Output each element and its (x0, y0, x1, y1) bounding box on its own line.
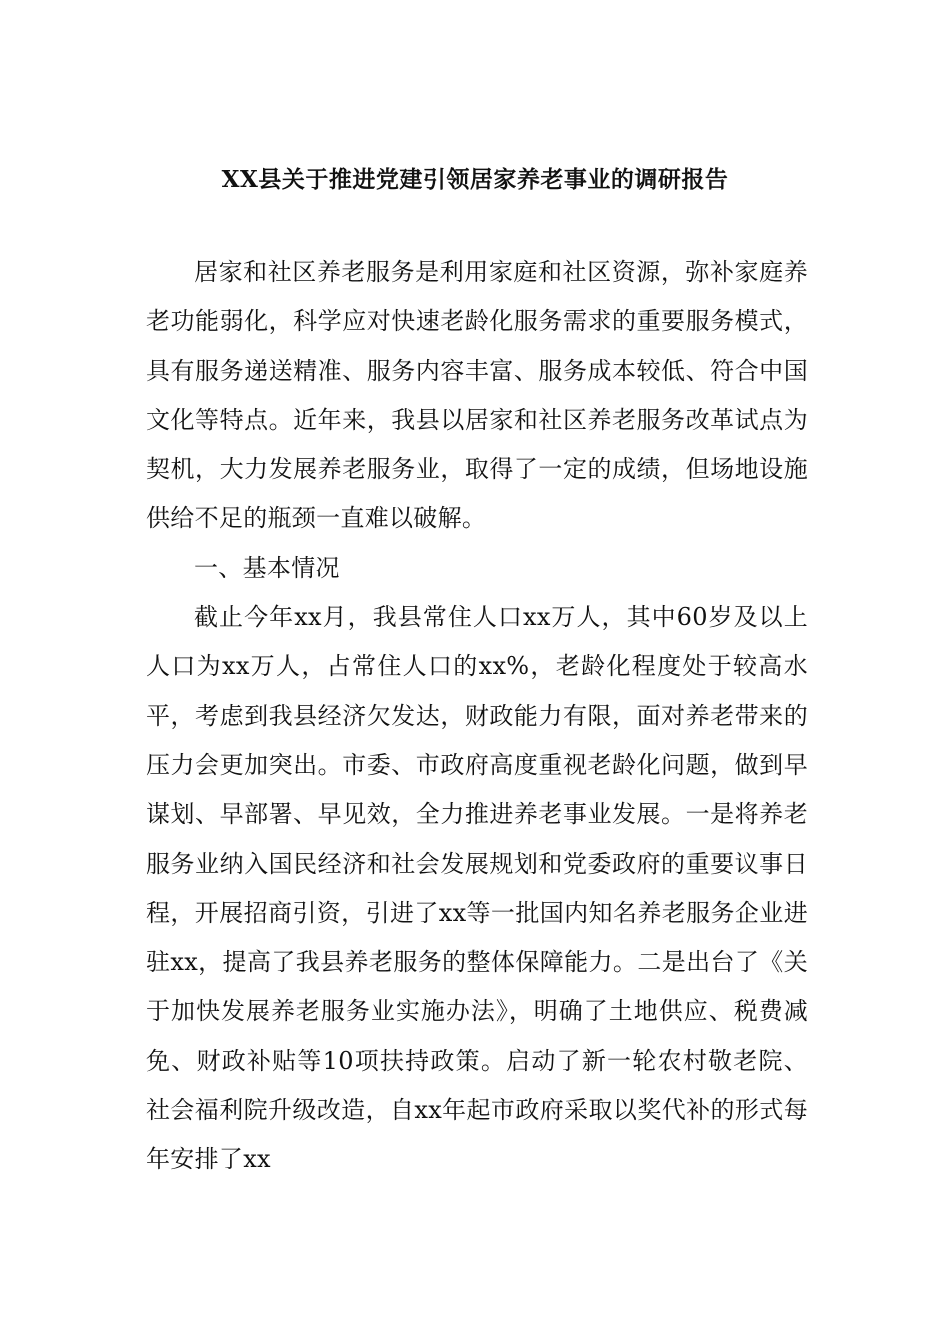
paragraph-intro: 居家和社区养老服务是利用家庭和社区资源，弥补家庭养老功能弱化，科学应对快速老龄化服务需求的重要服务模式，具有服务递送精准、服务内容丰富、服务成本较低、符合中国文化等特点。近年来，我县以居家和社区养老服务改革试点为契机，大力发展养老服务业，取得了一定的成绩，但场地设施供给不足的瓶颈一直难以破解。 (146, 258, 808, 533)
document-title: XX县关于推进党建引领居家养老事业的调研报告 (221, 166, 729, 193)
section-heading-basic-situation: 一、基本情况 (194, 553, 340, 582)
paragraph-basic-situation: 截止今年xx月，我县常住人口xx万人，其中60岁及以上人口为xx万人，占常住人口的xx%，老龄化程度处于较高水平，考虑到我县经济欠发达，财政能力有限，面对养老带来的压力会更加突出。市委、市政府高度重视老龄化问题，做到早谋划、早部署、早见效，全力推进养老事业发展。一是将养老服务业纳入国民经济和社会发展规划和党委政府的重要议事日程，开展招商引资，引进了xx等一批国内知名养老服务企业进驻xx，提高了我县养老服务的整体保障能力。二是出台了《关于加快发展养老服务业实施办法》，明确了土地供应、税费减免、财政补贴等10项扶持政策。启动了新一轮农村敬老院、社会福利院升级改造，自xx年起市政府采取以奖代补的形式每年安排了xx (146, 603, 808, 1174)
document-body (146, 248, 808, 1185)
